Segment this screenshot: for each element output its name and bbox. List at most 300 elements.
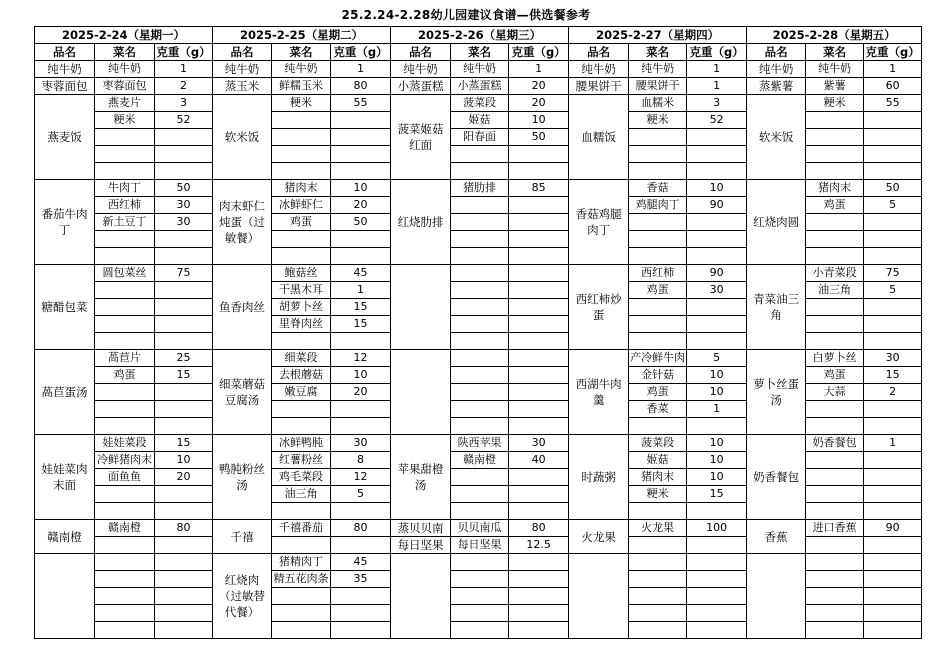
- ingredient-amount: 1: [687, 61, 747, 78]
- ingredient-name: 产冷鲜牛肉: [629, 350, 687, 367]
- ingredient-name: [272, 622, 331, 639]
- ingredient-amount: 30: [155, 214, 213, 231]
- ingredient-name: 陕西苹果: [451, 435, 509, 452]
- ingredient-name: [451, 282, 509, 299]
- ingredient-amount: [864, 622, 922, 639]
- ingredient-amount: 55: [331, 95, 391, 112]
- ingredient-amount: 3: [687, 95, 747, 112]
- ingredient-amount: 10: [687, 180, 747, 197]
- ingredient-name: [272, 333, 331, 350]
- ingredient-amount: [687, 299, 747, 316]
- ingredient-name: [272, 537, 331, 554]
- ingredient-amount: [155, 605, 213, 622]
- ingredient-amount: [864, 146, 922, 163]
- ingredient-name: [806, 418, 864, 435]
- column-header-ingredient: 菜名: [451, 44, 509, 61]
- dish-name: 鱼香肉丝: [213, 265, 272, 350]
- ingredient-amount: [155, 129, 213, 146]
- ingredient-amount: [331, 333, 391, 350]
- ingredient-amount: [331, 248, 391, 265]
- ingredient-amount: 52: [155, 112, 213, 129]
- column-header-ingredient: 菜名: [272, 44, 331, 61]
- ingredient-name: [95, 146, 155, 163]
- ingredient-amount: [864, 231, 922, 248]
- page-title: 25.2.24-2.28幼儿园建议食谱—供选餐参考: [341, 8, 591, 22]
- ingredient-amount: 50: [155, 180, 213, 197]
- ingredient-amount: [687, 248, 747, 265]
- ingredient-name: [95, 588, 155, 605]
- ingredient-name: [451, 231, 509, 248]
- ingredient-amount: 50: [864, 180, 922, 197]
- ingredient-amount: [331, 163, 391, 180]
- ingredient-amount: [687, 418, 747, 435]
- ingredient-name: 胡萝卜丝: [272, 299, 331, 316]
- day-header: 2025-2-24（星期一）: [35, 27, 213, 44]
- ingredient-amount: [509, 486, 569, 503]
- ingredient-name: 菠菜段: [629, 435, 687, 452]
- ingredient-amount: [687, 588, 747, 605]
- ingredient-amount: 75: [155, 265, 213, 282]
- ingredient-name: [95, 248, 155, 265]
- ingredient-name: [806, 231, 864, 248]
- column-header-ingredient: 菜名: [806, 44, 864, 61]
- empty-cell: [747, 554, 806, 639]
- ingredient-amount: 85: [509, 180, 569, 197]
- ingredient-name: 干黑木耳: [272, 282, 331, 299]
- ingredient-amount: [331, 537, 391, 554]
- ingredient-name: [95, 401, 155, 418]
- ingredient-name: [806, 554, 864, 571]
- ingredient-amount: 8: [331, 452, 391, 469]
- ingredient-name: 奶香餐包: [806, 435, 864, 452]
- ingredient-amount: [331, 605, 391, 622]
- ingredient-name: [629, 316, 687, 333]
- ingredient-name: [806, 503, 864, 520]
- ingredient-amount: [864, 554, 922, 571]
- ingredient-name: [451, 316, 509, 333]
- ingredient-amount: 90: [864, 520, 922, 537]
- day-header: 2025-2-28（星期五）: [747, 27, 922, 44]
- ingredient-name: [451, 503, 509, 520]
- ingredient-amount: [687, 537, 747, 554]
- ingredient-name: [806, 486, 864, 503]
- ingredient-name: [451, 333, 509, 350]
- ingredient-name: [451, 384, 509, 401]
- ingredient-amount: 10: [155, 452, 213, 469]
- ingredient-name: 去根蘑菇: [272, 367, 331, 384]
- ingredient-amount: 12: [331, 350, 391, 367]
- ingredient-amount: 3: [155, 95, 213, 112]
- ingredient-amount: [864, 486, 922, 503]
- ingredient-amount: 15: [331, 299, 391, 316]
- ingredient-name: 鲜糯玉米: [272, 78, 331, 95]
- ingredient-name: [806, 401, 864, 418]
- ingredient-amount: 1: [509, 61, 569, 78]
- ingredient-amount: [687, 554, 747, 571]
- ingredient-name: 腰果饼干: [629, 78, 687, 95]
- ingredient-amount: [155, 316, 213, 333]
- ingredient-amount: [509, 350, 569, 367]
- ingredient-name: [451, 367, 509, 384]
- ingredient-amount: 60: [864, 78, 922, 95]
- ingredient-amount: [864, 129, 922, 146]
- dish-name: 青菜油三角: [747, 265, 806, 350]
- ingredient-name: [95, 503, 155, 520]
- ingredient-name: [629, 588, 687, 605]
- ingredient-amount: [509, 333, 569, 350]
- ingredient-name: 西红柿: [95, 197, 155, 214]
- ingredient-amount: [509, 554, 569, 571]
- ingredient-name: 猪肉末: [806, 180, 864, 197]
- ingredient-name: [95, 571, 155, 588]
- ingredient-amount: [864, 503, 922, 520]
- dish-name: 时蔬粥: [569, 435, 629, 520]
- ingredient-amount: [155, 503, 213, 520]
- ingredient-amount: [864, 248, 922, 265]
- dish-name: 番茄牛肉丁: [35, 180, 95, 265]
- dish-name: 小蒸蛋糕: [391, 78, 451, 95]
- ingredient-name: 牛肉丁: [95, 180, 155, 197]
- ingredient-name: 精五花肉条: [272, 571, 331, 588]
- ingredient-name: [629, 503, 687, 520]
- ingredient-amount: [509, 622, 569, 639]
- ingredient-name: [629, 622, 687, 639]
- day-header: 2025-2-27（星期四）: [569, 27, 747, 44]
- ingredient-amount: [864, 418, 922, 435]
- ingredient-amount: 90: [687, 197, 747, 214]
- ingredient-name: 娃娃菜段: [95, 435, 155, 452]
- day-header: 2025-2-26（星期三）: [391, 27, 569, 44]
- ingredient-amount: 15: [864, 367, 922, 384]
- ingredient-amount: [864, 214, 922, 231]
- dish-name: 菠菜姬菇红面: [391, 95, 451, 180]
- ingredient-name: [451, 197, 509, 214]
- ingredient-name: [95, 622, 155, 639]
- ingredient-amount: [155, 588, 213, 605]
- ingredient-name: [451, 350, 509, 367]
- ingredient-name: 纯牛奶: [95, 61, 155, 78]
- ingredient-amount: 25: [155, 350, 213, 367]
- ingredient-amount: [864, 112, 922, 129]
- ingredient-name: 冷鲜猪肉末: [95, 452, 155, 469]
- ingredient-name: [806, 588, 864, 605]
- ingredient-amount: 10: [331, 367, 391, 384]
- dish-name: 赣南橙: [35, 520, 95, 554]
- ingredient-name: 鸡毛菜段: [272, 469, 331, 486]
- ingredient-name: 纯牛奶: [629, 61, 687, 78]
- ingredient-amount: [509, 588, 569, 605]
- ingredient-name: 里脊肉丝: [272, 316, 331, 333]
- ingredient-name: 鲍菇丝: [272, 265, 331, 282]
- dish-name: 纯牛奶: [35, 61, 95, 78]
- dish-name: 纯牛奶: [213, 61, 272, 78]
- ingredient-name: [451, 401, 509, 418]
- ingredient-amount: [155, 537, 213, 554]
- ingredient-name: 燕麦片: [95, 95, 155, 112]
- ingredient-amount: 1: [155, 61, 213, 78]
- ingredient-amount: 10: [687, 469, 747, 486]
- ingredient-name: 鸡蛋: [272, 214, 331, 231]
- ingredient-name: 白萝卜丝: [806, 350, 864, 367]
- menu-table: [34, 26, 922, 639]
- ingredient-amount: 10: [687, 452, 747, 469]
- ingredient-amount: [155, 248, 213, 265]
- ingredient-name: [629, 537, 687, 554]
- column-header-amount: 克重（g）: [509, 44, 569, 61]
- ingredient-name: [629, 163, 687, 180]
- ingredient-name: [95, 316, 155, 333]
- ingredient-amount: [864, 571, 922, 588]
- ingredient-name: [806, 537, 864, 554]
- ingredient-name: [95, 554, 155, 571]
- ingredient-amount: [509, 197, 569, 214]
- dish-name: 蒸玉米: [213, 78, 272, 95]
- ingredient-amount: 2: [155, 78, 213, 95]
- dish-name: 鸭肫粉丝汤: [213, 435, 272, 520]
- dish-name: 枣蓉面包: [35, 78, 95, 95]
- ingredient-name: 血糯米: [629, 95, 687, 112]
- ingredient-amount: 10: [509, 112, 569, 129]
- dish-name: 腰果饼干: [569, 78, 629, 95]
- dish-name: 苹果甜橙汤: [391, 435, 451, 520]
- ingredient-amount: [509, 231, 569, 248]
- ingredient-amount: [155, 231, 213, 248]
- ingredient-name: [806, 333, 864, 350]
- ingredient-name: [451, 418, 509, 435]
- dish-name: 红烧肋排: [391, 180, 451, 265]
- ingredient-amount: [687, 231, 747, 248]
- ingredient-amount: 30: [155, 197, 213, 214]
- ingredient-amount: 12.5: [509, 537, 569, 554]
- ingredient-amount: [331, 129, 391, 146]
- ingredient-name: 猪肉末: [629, 469, 687, 486]
- dish-name: 软米饭: [747, 95, 806, 180]
- ingredient-amount: 45: [331, 554, 391, 571]
- ingredient-amount: 5: [687, 350, 747, 367]
- ingredient-name: [629, 333, 687, 350]
- column-header-dish: 品名: [391, 44, 451, 61]
- ingredient-name: 金针菇: [629, 367, 687, 384]
- ingredient-name: [272, 112, 331, 129]
- ingredient-name: [451, 163, 509, 180]
- ingredient-name: [806, 248, 864, 265]
- dish-name: 蒸贝贝南: [391, 520, 451, 537]
- dish-name: 细菜蘑菇豆腐汤: [213, 350, 272, 435]
- ingredient-name: [272, 401, 331, 418]
- ingredient-name: 每日坚果: [451, 537, 509, 554]
- ingredient-amount: 12: [331, 469, 391, 486]
- ingredient-name: [272, 605, 331, 622]
- ingredient-amount: [509, 316, 569, 333]
- ingredient-amount: 5: [331, 486, 391, 503]
- dish-name: 红烧肉圆: [747, 180, 806, 265]
- ingredient-amount: [155, 486, 213, 503]
- ingredient-amount: [155, 622, 213, 639]
- ingredient-amount: [509, 605, 569, 622]
- ingredient-name: 大蒜: [806, 384, 864, 401]
- dish-name: 肉末虾仁炖蛋（过敏餐）: [213, 180, 272, 265]
- ingredient-amount: 1: [864, 61, 922, 78]
- ingredient-name: 小青菜段: [806, 265, 864, 282]
- ingredient-name: [806, 452, 864, 469]
- ingredient-name: [451, 622, 509, 639]
- ingredient-name: [806, 299, 864, 316]
- dish-name: 香菇鸡腿肉丁: [569, 180, 629, 265]
- ingredient-amount: 55: [864, 95, 922, 112]
- ingredient-name: 粳米: [806, 95, 864, 112]
- ingredient-amount: [155, 282, 213, 299]
- ingredient-amount: [687, 316, 747, 333]
- ingredient-name: [272, 163, 331, 180]
- ingredient-amount: 1: [864, 435, 922, 452]
- ingredient-amount: [155, 333, 213, 350]
- column-header-dish: 品名: [35, 44, 95, 61]
- ingredient-name: 姬菇: [629, 452, 687, 469]
- ingredient-amount: 52: [687, 112, 747, 129]
- column-header-amount: 克重（g）: [156, 45, 211, 59]
- ingredient-amount: 30: [687, 282, 747, 299]
- ingredient-name: [272, 231, 331, 248]
- ingredient-name: 冰鲜虾仁: [272, 197, 331, 214]
- ingredient-amount: [509, 401, 569, 418]
- ingredient-amount: 20: [331, 197, 391, 214]
- ingredient-amount: [864, 299, 922, 316]
- column-header-dish: 品名: [747, 44, 806, 61]
- ingredient-name: [95, 129, 155, 146]
- ingredient-amount: 80: [155, 520, 213, 537]
- ingredient-amount: 50: [331, 214, 391, 231]
- ingredient-name: [451, 605, 509, 622]
- empty-cell: [391, 554, 451, 639]
- ingredient-name: 小蒸蛋糕: [451, 78, 509, 95]
- ingredient-name: 猪精肉丁: [272, 554, 331, 571]
- ingredient-name: 面鱼鱼: [95, 469, 155, 486]
- ingredient-amount: [509, 367, 569, 384]
- ingredient-amount: [687, 146, 747, 163]
- ingredient-amount: [687, 622, 747, 639]
- ingredient-name: 阳春面: [451, 129, 509, 146]
- ingredient-name: [806, 571, 864, 588]
- ingredient-name: 鸡腿肉丁: [629, 197, 687, 214]
- ingredient-amount: [331, 588, 391, 605]
- ingredient-name: 香菇: [629, 180, 687, 197]
- ingredient-amount: [331, 146, 391, 163]
- column-header-amount: 克重（g）: [331, 44, 391, 61]
- ingredient-amount: [155, 554, 213, 571]
- ingredient-amount: [864, 401, 922, 418]
- ingredient-name: 纯牛奶: [451, 61, 509, 78]
- ingredient-amount: 90: [687, 265, 747, 282]
- dish-name: 千禧: [213, 520, 272, 554]
- ingredient-name: [806, 605, 864, 622]
- ingredient-name: [629, 418, 687, 435]
- ingredient-amount: [331, 401, 391, 418]
- ingredient-amount: [864, 605, 922, 622]
- ingredient-name: 赣南橙: [95, 520, 155, 537]
- ingredient-amount: 20: [509, 95, 569, 112]
- ingredient-amount: [864, 588, 922, 605]
- ingredient-amount: 5: [864, 282, 922, 299]
- dish-name: 蒸紫薯: [747, 78, 806, 95]
- ingredient-amount: [331, 418, 391, 435]
- ingredient-name: [629, 248, 687, 265]
- ingredient-name: 粳米: [629, 112, 687, 129]
- ingredient-amount: 80: [331, 520, 391, 537]
- ingredient-amount: [687, 605, 747, 622]
- ingredient-name: [272, 248, 331, 265]
- ingredient-amount: 40: [509, 452, 569, 469]
- ingredient-amount: [509, 214, 569, 231]
- ingredient-name: [629, 129, 687, 146]
- ingredient-amount: [687, 503, 747, 520]
- ingredient-name: [95, 231, 155, 248]
- ingredient-name: 姬菇: [451, 112, 509, 129]
- empty-cell: [35, 554, 95, 639]
- ingredient-name: 鸡蛋: [629, 282, 687, 299]
- ingredient-name: [451, 588, 509, 605]
- ingredient-name: 纯牛奶: [806, 61, 864, 78]
- ingredient-amount: 10: [687, 384, 747, 401]
- ingredient-name: 纯牛奶: [272, 61, 331, 78]
- ingredient-name: 粳米: [629, 486, 687, 503]
- ingredient-amount: [509, 384, 569, 401]
- ingredient-name: 赣南橙: [451, 452, 509, 469]
- ingredient-name: [629, 214, 687, 231]
- ingredient-amount: [509, 146, 569, 163]
- ingredient-amount: [509, 503, 569, 520]
- ingredient-name: 西红柿: [629, 265, 687, 282]
- empty-cell: [391, 350, 451, 435]
- dish-name: 火龙果: [569, 520, 629, 554]
- ingredient-name: [95, 605, 155, 622]
- ingredient-name: [806, 622, 864, 639]
- ingredient-name: [806, 316, 864, 333]
- ingredient-name: [629, 605, 687, 622]
- ingredient-name: [451, 469, 509, 486]
- dish-name: 糖醋包菜: [35, 265, 95, 350]
- ingredient-name: [451, 486, 509, 503]
- ingredient-name: 猪肉末: [272, 180, 331, 197]
- ingredient-amount: 5: [864, 197, 922, 214]
- ingredient-amount: 10: [331, 180, 391, 197]
- ingredient-name: [272, 129, 331, 146]
- ingredient-amount: [155, 163, 213, 180]
- ingredient-amount: [864, 469, 922, 486]
- ingredient-name: [95, 333, 155, 350]
- ingredient-amount: 15: [331, 316, 391, 333]
- ingredient-amount: [687, 129, 747, 146]
- ingredient-amount: [864, 163, 922, 180]
- ingredient-name: [806, 129, 864, 146]
- ingredient-name: [629, 231, 687, 248]
- ingredient-amount: 30: [864, 350, 922, 367]
- ingredient-amount: [509, 265, 569, 282]
- ingredient-name: [95, 384, 155, 401]
- dish-name: 奶香餐包: [747, 435, 806, 520]
- ingredient-name: [451, 214, 509, 231]
- ingredient-amount: [687, 163, 747, 180]
- ingredient-name: [629, 146, 687, 163]
- ingredient-amount: 1: [687, 78, 747, 95]
- ingredient-amount: [155, 401, 213, 418]
- ingredient-amount: 10: [687, 367, 747, 384]
- ingredient-amount: [864, 333, 922, 350]
- ingredient-amount: [864, 452, 922, 469]
- dish-name: 萝卜丝蛋汤: [747, 350, 806, 435]
- dish-name: 萵苣蛋汤: [35, 350, 95, 435]
- ingredient-name: 圆包菜丝: [95, 265, 155, 282]
- ingredient-amount: 1: [331, 282, 391, 299]
